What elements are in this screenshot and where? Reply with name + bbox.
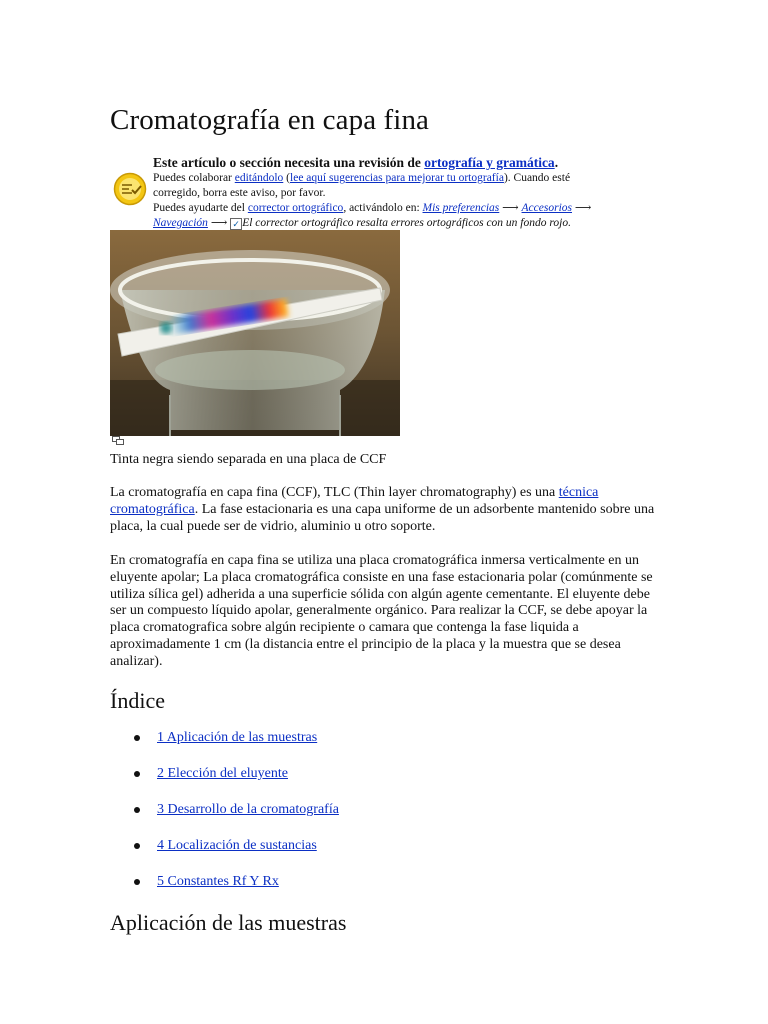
paragraph-intro-b: . La fase estacionaria es una capa uniforme de un adsorbente mantenido sobre una placa, la cual puede ser de vidrio, aluminio u otro soporte.: [110, 501, 655, 534]
toc-item: [110, 764, 510, 800]
toc-link-1[interactable]: 1 Aplicación de las muestras: [157, 730, 318, 745]
toc-link-5[interactable]: 5 Constantes Rf Y Rx: [157, 874, 279, 889]
tecnica-cromatografica-link[interactable]: técnica cromatográfica: [110, 485, 599, 517]
arrow-1: ⟶: [499, 202, 522, 214]
tlc-photo: [110, 230, 400, 436]
notice-line2-text: Puedes colaborar: [153, 172, 235, 184]
corrector-link[interactable]: corrector ortográfico: [247, 202, 344, 214]
bullet-icon: [134, 843, 140, 849]
editandolo-link[interactable]: editándolo: [234, 172, 284, 184]
navegacion-link[interactable]: Navegación: [153, 217, 208, 229]
bullet-icon: [134, 807, 140, 813]
accesorios-link[interactable]: Accesorios: [521, 202, 572, 214]
toc-link-4[interactable]: 4 Localización de sustancias: [157, 838, 317, 853]
notice-title-suffix: .: [554, 155, 559, 170]
toc-item: [110, 872, 510, 908]
toc-item: [110, 800, 510, 836]
toc-item: [110, 836, 510, 872]
bullet-icon: [134, 771, 140, 777]
arrow-3: ⟶: [207, 217, 231, 229]
notice-line5-text: El corrector ortográfico resalta errores ortográficos con un fondo rojo.: [242, 217, 571, 229]
notice-line2-mid: (: [283, 172, 291, 184]
spelling-notice: [110, 154, 658, 230]
arrow-2: ⟶: [572, 202, 592, 214]
checkbox-icon: ✓: [230, 218, 242, 230]
notice-line3: corregido, borra este aviso, por favor.: [153, 187, 326, 199]
paragraph-intro: [110, 485, 662, 535]
notice-line4-text: Puedes ayudarte del: [153, 202, 248, 214]
sugerencias-link[interactable]: lee aquí sugerencias para mejorar tu ortografía: [290, 172, 504, 184]
index-heading: Índice: [110, 688, 165, 713]
notice-line4-mid: , activándolo en:: [343, 202, 423, 214]
toc-link-3[interactable]: 3 Desarrollo de la cromatografía: [157, 802, 339, 817]
paragraph-intro-a: La cromatografía en capa fina (CCF), TLC (Thin layer chromatography) es una: [110, 485, 559, 500]
ortografia-link[interactable]: ortografía y gramática: [424, 155, 555, 170]
spelling-notice-icon: [113, 172, 147, 206]
notice-title-text: Este artículo o sección necesita una revisión de: [153, 155, 425, 170]
paragraph-method: En cromatografía en capa fina se utiliza una placa cromatográfica inmersa verticalmente en un eluyente apolar; La placa cromatográfica consiste en una fase estacionaria polar (comúnmente se utiliza sílica gel) adherida a una superficie sólida con algún agente cementante. El eluyente debe ser un compuesto líquido apolar, generalmente orgánico. Para realizar la CCF, se debe apoyar la placa cromatografica sobre algún recipiente o camara que contenga la fase liquida a aproximadamente 1 cm (la distancia entre el principio de la placa y la muestra que se desea analizar).: [110, 553, 653, 669]
table-of-contents: [110, 728, 510, 908]
magnify-icon[interactable]: [112, 436, 124, 445]
section-heading-aplicacion: Aplicación de las muestras: [110, 910, 347, 935]
page-title: Cromatografía en capa fina: [110, 104, 430, 136]
figure-caption: Tinta negra siendo separada en una placa de CCF: [110, 452, 387, 467]
bullet-icon: [134, 879, 140, 885]
mis-preferencias-link[interactable]: Mis preferencias: [422, 202, 500, 214]
toc-link-2[interactable]: 2 Elección del eluyente: [157, 766, 288, 781]
bullet-icon: [134, 735, 140, 741]
toc-item: [110, 728, 510, 764]
notice-line2-suffix: ). Cuando esté: [503, 172, 571, 184]
